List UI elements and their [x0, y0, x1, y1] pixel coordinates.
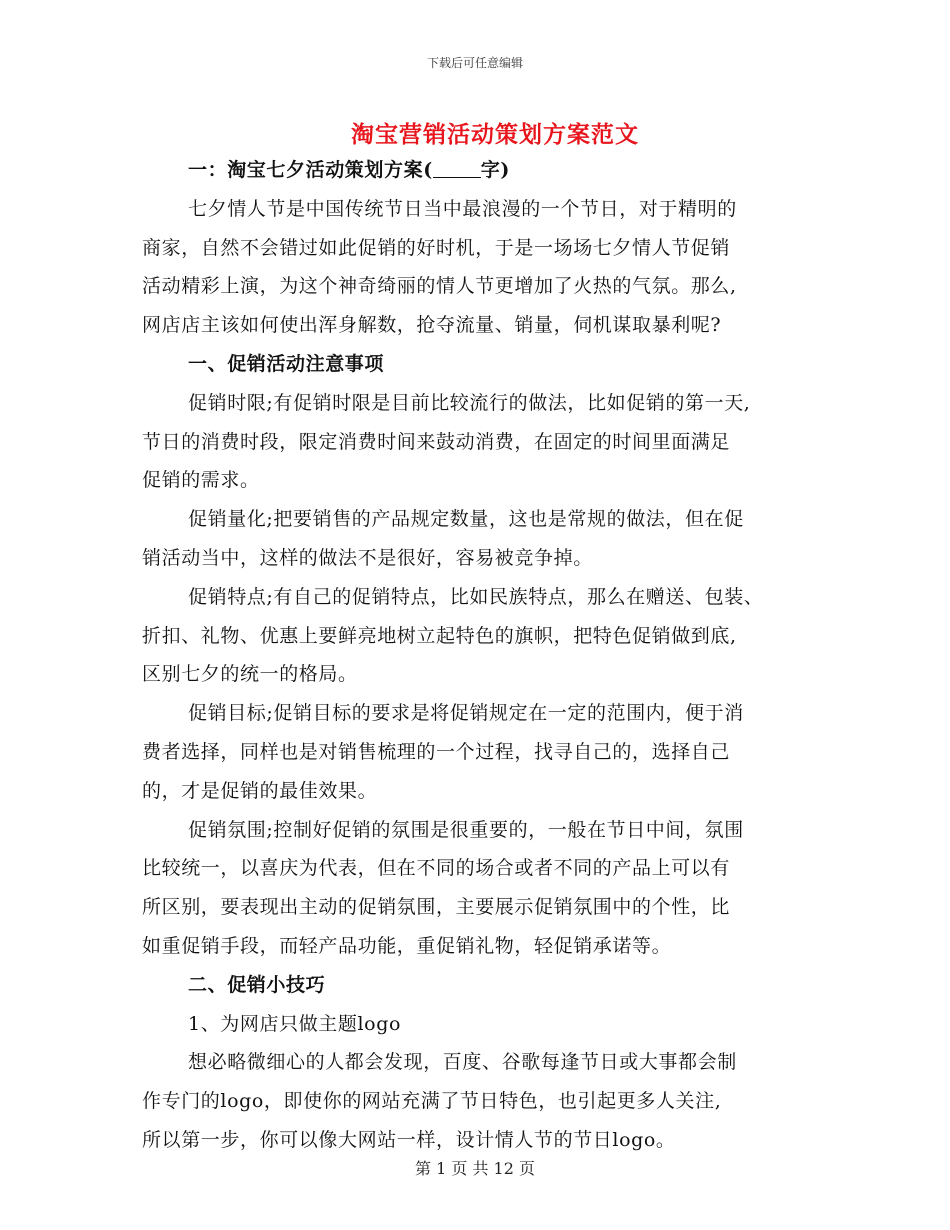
paragraph-line: 如重促销手段，而轻产品功能，重促销礼物，轻促销承诺等。 [142, 934, 672, 957]
paragraph-line: 网店店主该如何使出浑身解数，抢夺流量、销量，伺机谋取暴利呢? [142, 314, 722, 337]
paragraph-line: 促销特点;有自己的促销特点，比如民族特点，那么在赠送、包装、 [188, 585, 764, 608]
section-heading: 一、促销活动注意事项 [188, 352, 385, 375]
paragraph-line: 折扣、礼物、优惠上要鲜亮地树立起特色的旗帜，把特色促销做到底, [142, 624, 737, 647]
page-footer: 第 1 页 共 12 页 [415, 1159, 535, 1178]
item-title: 1、为网店只做主题logo [188, 1012, 402, 1035]
paragraph-line: 比较统一，以喜庆为代表，但在不同的场合或者不同的产品上可以有 [142, 857, 731, 880]
section-heading: 二、促销小技巧 [188, 973, 326, 996]
page-header: 下载后可任意编辑 [426, 56, 523, 70]
paragraph-line: 费者选择，同样也是对销售梳理的一个过程，找寻自己的，选择自己 [142, 740, 731, 763]
paragraph-line: 活动精彩上演，为这个神奇绮丽的情人节更增加了火热的气氛。那么, [142, 275, 737, 298]
paragraph-line: 所区别，要表现出主动的促销氛围，主要展示促销氛围中的个性，比 [142, 896, 731, 919]
paragraph-line: 作专门的logo，即使你的网站充满了节日特色，也引起更多人关注, [142, 1090, 722, 1113]
paragraph-line: 所以第一步，你可以像大网站一样，设计情人节的节日logo。 [142, 1128, 676, 1151]
paragraph-line: 促销量化;把要销售的产品规定数量，这也是常规的做法，但在促 [188, 508, 744, 531]
paragraph-line: 想必略微细心的人都会发现，百度、谷歌每逢节日或大事都会制 [188, 1051, 737, 1074]
intro-heading-suffix: 字) [480, 159, 510, 181]
document-body [142, 151, 832, 1160]
paragraph-line: 促销氛围;控制好促销的氛围是很重要的，一般在节日中间，氛围 [188, 818, 744, 841]
intro-heading-text: 一：淘宝七夕活动策划方案( [188, 159, 433, 181]
word-count-blank [433, 158, 481, 178]
paragraph-line: 节日的消费时段，限定消费时间来鼓动消费，在固定的时间里面满足 [142, 430, 731, 453]
paragraph-line: 促销时限;有促销时限是目前比较流行的做法，比如促销的第一天, [188, 391, 751, 414]
paragraph-line: 的，才是促销的最佳效果。 [142, 779, 378, 802]
paragraph-line: 促销目标;促销目标的要求是将促销规定在一定的范围内，便于消 [188, 702, 744, 725]
paragraph-line: 区别七夕的统一的格局。 [142, 663, 358, 686]
intro-heading [142, 151, 832, 190]
paragraph-line: 商家，自然不会错过如此促销的好时机，于是一场场七夕情人节促销 [142, 236, 731, 259]
paragraph-line: 七夕情人节是中国传统节日当中最浪漫的一个节日，对于精明的 [188, 197, 737, 220]
document-title: 淘宝营销活动策划方案范文 [351, 121, 639, 148]
paragraph-line: 促销的需求。 [142, 469, 260, 492]
paragraph-line: 销活动当中，这样的做法不是很好，容易被竞争掉。 [142, 546, 593, 569]
